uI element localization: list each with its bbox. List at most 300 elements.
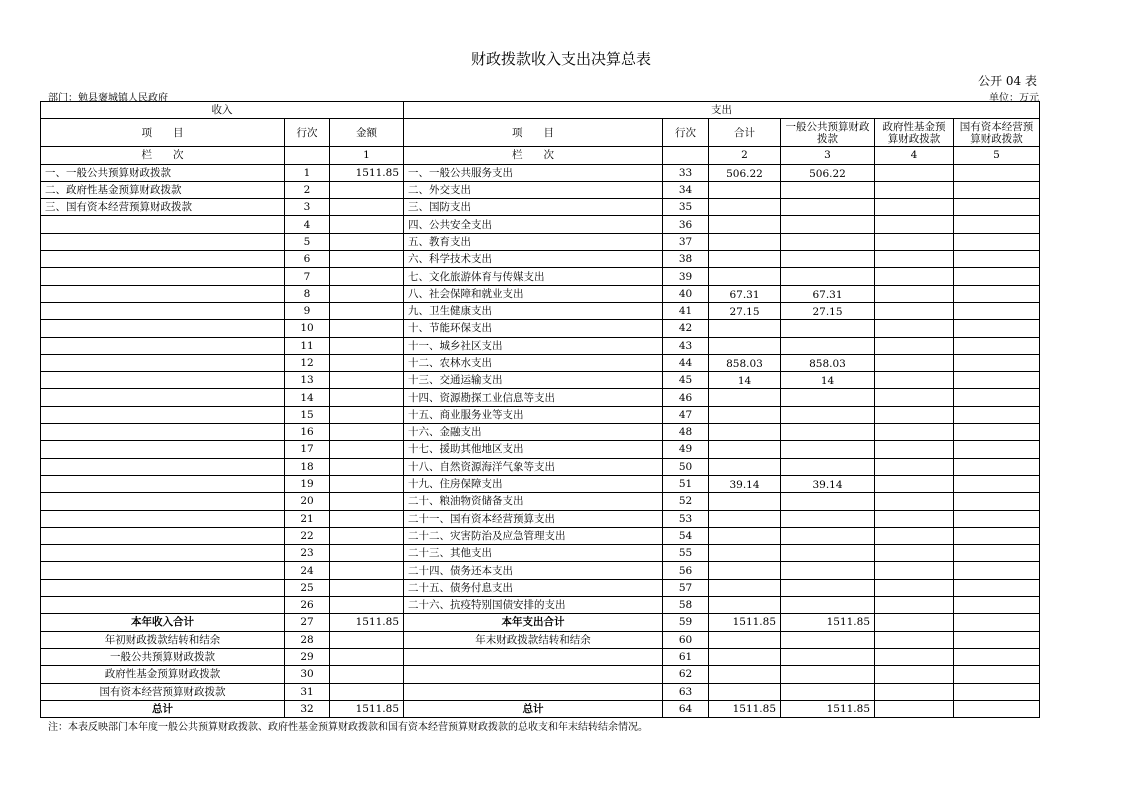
expense-state-capital	[954, 337, 1040, 354]
expense-general-budget	[781, 441, 875, 458]
income-item-header: 项 目	[41, 119, 285, 147]
expense-state-capital	[954, 233, 1040, 250]
expense-general-budget	[781, 233, 875, 250]
expense-total	[709, 320, 781, 337]
expense-row-no: 53	[663, 510, 709, 527]
income-row-no: 15	[285, 406, 330, 423]
expense-state-capital	[954, 424, 1040, 441]
income-row-no: 2	[285, 181, 330, 198]
col-index-4: 4	[875, 147, 954, 164]
income-item	[41, 372, 285, 389]
summary-expense-total	[709, 631, 781, 648]
income-amount	[330, 337, 404, 354]
income-amount	[330, 199, 404, 216]
income-item	[41, 424, 285, 441]
expense-state-capital	[954, 354, 1040, 371]
income-amount	[330, 597, 404, 614]
expense-gov-fund	[875, 579, 954, 596]
expense-state-capital	[954, 458, 1040, 475]
income-item: 二、政府性基金预算财政拨款	[41, 181, 285, 198]
expense-total: 67.31	[709, 285, 781, 302]
expense-row-no: 46	[663, 389, 709, 406]
expense-gov-fund	[875, 458, 954, 475]
table-row	[41, 216, 1040, 233]
col-index-5: 5	[954, 147, 1040, 164]
summary-expense-state-capital	[954, 700, 1040, 717]
summary-income-row-no: 32	[285, 700, 330, 717]
expense-row-no: 41	[663, 302, 709, 319]
expense-total: 14	[709, 372, 781, 389]
expense-lanci-blank	[663, 147, 709, 164]
expense-item-header: 项 目	[404, 119, 663, 147]
expense-state-capital	[954, 268, 1040, 285]
expense-item: 十五、商业服务业等支出	[404, 406, 663, 423]
table-row	[41, 268, 1040, 285]
expense-general-budget	[781, 216, 875, 233]
table-row	[41, 337, 1040, 354]
income-item	[41, 389, 285, 406]
income-row-no: 25	[285, 579, 330, 596]
column-header-row	[41, 119, 1040, 147]
summary-expense-item	[404, 648, 663, 665]
table-row	[41, 233, 1040, 250]
expense-state-capital	[954, 164, 1040, 181]
income-amount	[330, 458, 404, 475]
expense-state-capital	[954, 527, 1040, 544]
income-amount	[330, 181, 404, 198]
expense-item: 二十一、国有资本经营预算支出	[404, 510, 663, 527]
expense-row-no: 52	[663, 493, 709, 510]
summary-expense-gov-fund	[875, 614, 954, 631]
expense-state-capital	[954, 302, 1040, 319]
expense-item: 三、国防支出	[404, 199, 663, 216]
table-row	[41, 441, 1040, 458]
table-row	[41, 510, 1040, 527]
summary-income-item: 一般公共预算财政拨款	[41, 648, 285, 665]
income-row-no: 3	[285, 199, 330, 216]
expense-row-no: 51	[663, 475, 709, 492]
table-row	[41, 302, 1040, 319]
income-amount	[330, 424, 404, 441]
table-row	[41, 493, 1040, 510]
table-row	[41, 475, 1040, 492]
summary-income-amount	[330, 631, 404, 648]
expense-general-budget	[781, 458, 875, 475]
expense-total	[709, 199, 781, 216]
expense-state-capital	[954, 406, 1040, 423]
expense-row-no: 37	[663, 233, 709, 250]
budget-table	[40, 101, 1040, 718]
summary-expense-state-capital	[954, 631, 1040, 648]
table-row	[41, 597, 1040, 614]
expense-item: 九、卫生健康支出	[404, 302, 663, 319]
summary-row	[41, 648, 1040, 665]
expense-gov-fund	[875, 268, 954, 285]
income-row-no: 7	[285, 268, 330, 285]
expense-total	[709, 527, 781, 544]
income-row-no: 14	[285, 389, 330, 406]
summary-expense-general-budget	[781, 648, 875, 665]
column-index-row	[41, 147, 1040, 164]
expense-row-no: 40	[663, 285, 709, 302]
income-row-no: 21	[285, 510, 330, 527]
income-item	[41, 354, 285, 371]
table-row	[41, 320, 1040, 337]
summary-expense-row-no: 62	[663, 666, 709, 683]
income-amount	[330, 441, 404, 458]
income-item	[41, 597, 285, 614]
income-amount	[330, 562, 404, 579]
summary-expense-item: 本年支出合计	[404, 614, 663, 631]
summary-expense-general-budget	[781, 666, 875, 683]
income-row-no: 9	[285, 302, 330, 319]
income-row-no: 26	[285, 597, 330, 614]
income-row-no: 5	[285, 233, 330, 250]
income-row-no: 11	[285, 337, 330, 354]
expense-gov-fund	[875, 164, 954, 181]
expense-row-no: 44	[663, 354, 709, 371]
table-row	[41, 424, 1040, 441]
expense-total	[709, 268, 781, 285]
summary-expense-row-no: 61	[663, 648, 709, 665]
col-index-2: 2	[709, 147, 781, 164]
footnote: 注：本表反映部门本年度一般公共预算财政拨款、政府性基金预算财政拨款和国有资本经营预算财政拨款的总收支和年末结转结余情况。	[48, 722, 648, 733]
col-index-3: 3	[781, 147, 875, 164]
expense-total	[709, 562, 781, 579]
expense-general-budget	[781, 545, 875, 562]
summary-expense-item: 年末财政拨款结转和结余	[404, 631, 663, 648]
income-row-no: 24	[285, 562, 330, 579]
expense-row-no: 35	[663, 199, 709, 216]
summary-expense-general-budget	[781, 631, 875, 648]
expense-general-budget	[781, 597, 875, 614]
expense-item: 十八、自然资源海洋气象等支出	[404, 458, 663, 475]
expense-state-capital	[954, 597, 1040, 614]
expense-gov-fund	[875, 545, 954, 562]
table-row	[41, 164, 1040, 181]
expense-gov-fund	[875, 251, 954, 268]
col-index-1: 1	[330, 147, 404, 164]
income-item	[41, 579, 285, 596]
expense-item: 十九、住房保障支出	[404, 475, 663, 492]
expense-total	[709, 337, 781, 354]
expense-item: 十二、农林水支出	[404, 354, 663, 371]
expense-item: 十一、城乡社区支出	[404, 337, 663, 354]
table-row	[41, 285, 1040, 302]
expense-item: 十七、援助其他地区支出	[404, 441, 663, 458]
income-lanci-blank	[285, 147, 330, 164]
expense-row-no: 49	[663, 441, 709, 458]
table-row	[41, 251, 1040, 268]
expense-total	[709, 216, 781, 233]
expense-row-no: 39	[663, 268, 709, 285]
income-item	[41, 337, 285, 354]
expense-item: 十、节能环保支出	[404, 320, 663, 337]
expense-state-capital	[954, 475, 1040, 492]
income-row-no: 6	[285, 251, 330, 268]
income-row-no: 23	[285, 545, 330, 562]
income-amount	[330, 372, 404, 389]
summary-expense-item	[404, 683, 663, 700]
expense-gov-fund	[875, 337, 954, 354]
summary-expense-row-no: 60	[663, 631, 709, 648]
summary-income-row-no: 27	[285, 614, 330, 631]
expense-state-capital	[954, 493, 1040, 510]
expense-row-no: 50	[663, 458, 709, 475]
expense-total: 39.14	[709, 475, 781, 492]
expense-row-no: 58	[663, 597, 709, 614]
expense-total: 506.22	[709, 164, 781, 181]
expense-total	[709, 493, 781, 510]
summary-row	[41, 614, 1040, 631]
summary-expense-total	[709, 648, 781, 665]
expense-item: 七、文化旅游体育与传媒支出	[404, 268, 663, 285]
summary-expense-item	[404, 666, 663, 683]
expense-row-no: 55	[663, 545, 709, 562]
income-row-no: 17	[285, 441, 330, 458]
expense-row-no: 56	[663, 562, 709, 579]
summary-income-row-no: 29	[285, 648, 330, 665]
income-amount	[330, 527, 404, 544]
income-item	[41, 510, 285, 527]
summary-income-amount: 1511.85	[330, 700, 404, 717]
expense-total	[709, 597, 781, 614]
expense-total	[709, 424, 781, 441]
summary-expense-general-budget	[781, 683, 875, 700]
summary-expense-total: 1511.85	[709, 614, 781, 631]
income-lanci: 栏 次	[41, 147, 285, 164]
income-row-no: 18	[285, 458, 330, 475]
expense-gov-fund	[875, 493, 954, 510]
income-row-no: 22	[285, 527, 330, 544]
summary-income-amount: 1511.85	[330, 614, 404, 631]
expense-total	[709, 406, 781, 423]
summary-income-amount	[330, 683, 404, 700]
summary-expense-total: 1511.85	[709, 700, 781, 717]
state-capital-header: 国有资本经营预算财政拨款	[954, 119, 1040, 147]
expense-general-budget	[781, 251, 875, 268]
income-amount	[330, 475, 404, 492]
expense-state-capital	[954, 389, 1040, 406]
summary-income-amount	[330, 648, 404, 665]
expense-item: 十四、资源勘探工业信息等支出	[404, 389, 663, 406]
income-amount	[330, 493, 404, 510]
income-row-no: 12	[285, 354, 330, 371]
income-amount	[330, 545, 404, 562]
summary-income-item: 政府性基金预算财政拨款	[41, 666, 285, 683]
expense-general-budget	[781, 493, 875, 510]
summary-expense-state-capital	[954, 648, 1040, 665]
expense-general-budget	[781, 527, 875, 544]
income-row-no: 8	[285, 285, 330, 302]
expense-total	[709, 545, 781, 562]
summary-expense-state-capital	[954, 666, 1040, 683]
summary-expense-gov-fund	[875, 631, 954, 648]
table-row	[41, 458, 1040, 475]
expense-gov-fund	[875, 597, 954, 614]
income-item	[41, 475, 285, 492]
income-row-no: 16	[285, 424, 330, 441]
expense-row-no: 45	[663, 372, 709, 389]
table-row	[41, 545, 1040, 562]
income-amount	[330, 268, 404, 285]
expense-state-capital	[954, 251, 1040, 268]
expense-gov-fund	[875, 372, 954, 389]
expense-state-capital	[954, 320, 1040, 337]
income-item	[41, 406, 285, 423]
expense-item: 二、外交支出	[404, 181, 663, 198]
expense-item: 十三、交通运输支出	[404, 372, 663, 389]
summary-income-row-no: 31	[285, 683, 330, 700]
summary-expense-row-no: 64	[663, 700, 709, 717]
summary-expense-total	[709, 683, 781, 700]
expense-gov-fund	[875, 285, 954, 302]
expense-general-budget: 39.14	[781, 475, 875, 492]
expense-gov-fund	[875, 389, 954, 406]
income-amount	[330, 233, 404, 250]
page-title: 财政拨款收入支出决算总表	[470, 50, 651, 68]
expense-item: 十六、金融支出	[404, 424, 663, 441]
expense-gov-fund	[875, 320, 954, 337]
summary-row	[41, 666, 1040, 683]
table-row	[41, 181, 1040, 198]
income-item	[41, 493, 285, 510]
expense-total	[709, 233, 781, 250]
income-item: 一、一般公共预算财政拨款	[41, 164, 285, 181]
expense-item: 六、科学技术支出	[404, 251, 663, 268]
unit-label: 单位：万元	[989, 93, 1039, 104]
expense-row-no: 34	[663, 181, 709, 198]
expense-state-capital	[954, 181, 1040, 198]
income-item	[41, 458, 285, 475]
income-amount	[330, 389, 404, 406]
total-header: 合计	[709, 119, 781, 147]
income-row-no: 4	[285, 216, 330, 233]
expense-total	[709, 251, 781, 268]
expense-row-no: 57	[663, 579, 709, 596]
summary-expense-general-budget: 1511.85	[781, 700, 875, 717]
general-budget-header: 一般公共预算财政拨款	[781, 119, 875, 147]
expense-header: 支出	[404, 102, 1040, 119]
summary-income-item: 本年收入合计	[41, 614, 285, 631]
income-item	[41, 441, 285, 458]
expense-gov-fund	[875, 475, 954, 492]
income-item	[41, 251, 285, 268]
expense-state-capital	[954, 579, 1040, 596]
table-row	[41, 527, 1040, 544]
gov-fund-header: 政府性基金预算财政拨款	[875, 119, 954, 147]
expense-gov-fund	[875, 424, 954, 441]
form-code: 公开 04 表	[978, 74, 1037, 88]
table-row	[41, 199, 1040, 216]
income-amount	[330, 406, 404, 423]
expense-state-capital	[954, 545, 1040, 562]
expense-row-no: 54	[663, 527, 709, 544]
income-item	[41, 216, 285, 233]
expense-item: 二十二、灾害防治及应急管理支出	[404, 527, 663, 544]
income-item	[41, 545, 285, 562]
income-amount	[330, 251, 404, 268]
expense-total: 858.03	[709, 354, 781, 371]
expense-state-capital	[954, 199, 1040, 216]
summary-expense-row-no: 59	[663, 614, 709, 631]
expense-general-budget	[781, 562, 875, 579]
expense-gov-fund	[875, 441, 954, 458]
expense-row-no: 48	[663, 424, 709, 441]
expense-state-capital	[954, 285, 1040, 302]
summary-expense-state-capital	[954, 683, 1040, 700]
income-item: 三、国有资本经营预算财政拨款	[41, 199, 285, 216]
summary-income-item: 总计	[41, 700, 285, 717]
expense-state-capital	[954, 510, 1040, 527]
expense-total	[709, 458, 781, 475]
expense-gov-fund	[875, 199, 954, 216]
income-row-no: 1	[285, 164, 330, 181]
expense-row-no: 43	[663, 337, 709, 354]
summary-row	[41, 683, 1040, 700]
summary-expense-gov-fund	[875, 648, 954, 665]
income-item	[41, 268, 285, 285]
summary-expense-total	[709, 666, 781, 683]
summary-income-row-no: 28	[285, 631, 330, 648]
table-row	[41, 389, 1040, 406]
income-row-no: 13	[285, 372, 330, 389]
expense-gov-fund	[875, 181, 954, 198]
income-row-no: 20	[285, 493, 330, 510]
expense-total	[709, 579, 781, 596]
expense-gov-fund	[875, 216, 954, 233]
expense-gov-fund	[875, 354, 954, 371]
table-row	[41, 562, 1040, 579]
table-row	[41, 579, 1040, 596]
income-item	[41, 527, 285, 544]
expense-row-no: 36	[663, 216, 709, 233]
income-item	[41, 320, 285, 337]
expense-row-no: 33	[663, 164, 709, 181]
summary-expense-gov-fund	[875, 666, 954, 683]
expense-general-budget	[781, 268, 875, 285]
expense-general-budget	[781, 389, 875, 406]
expense-item: 四、公共安全支出	[404, 216, 663, 233]
income-row-no: 19	[285, 475, 330, 492]
expense-general-budget	[781, 320, 875, 337]
expense-general-budget: 67.31	[781, 285, 875, 302]
expense-general-budget: 858.03	[781, 354, 875, 371]
expense-state-capital	[954, 441, 1040, 458]
summary-row	[41, 700, 1040, 717]
expense-state-capital	[954, 216, 1040, 233]
expense-gov-fund	[875, 233, 954, 250]
income-amount	[330, 285, 404, 302]
expense-state-capital	[954, 372, 1040, 389]
income-amount	[330, 216, 404, 233]
table-row	[41, 406, 1040, 423]
expense-item: 二十、粮油物资储备支出	[404, 493, 663, 510]
income-row-no: 10	[285, 320, 330, 337]
expense-row-no: 47	[663, 406, 709, 423]
summary-income-item: 国有资本经营预算财政拨款	[41, 683, 285, 700]
summary-expense-general-budget: 1511.85	[781, 614, 875, 631]
expense-general-budget	[781, 406, 875, 423]
summary-expense-row-no: 63	[663, 683, 709, 700]
income-header: 收入	[41, 102, 404, 119]
summary-income-row-no: 30	[285, 666, 330, 683]
expense-general-budget	[781, 579, 875, 596]
summary-expense-gov-fund	[875, 683, 954, 700]
expense-item: 二十三、其他支出	[404, 545, 663, 562]
summary-expense-state-capital	[954, 614, 1040, 631]
expense-general-budget: 27.15	[781, 302, 875, 319]
